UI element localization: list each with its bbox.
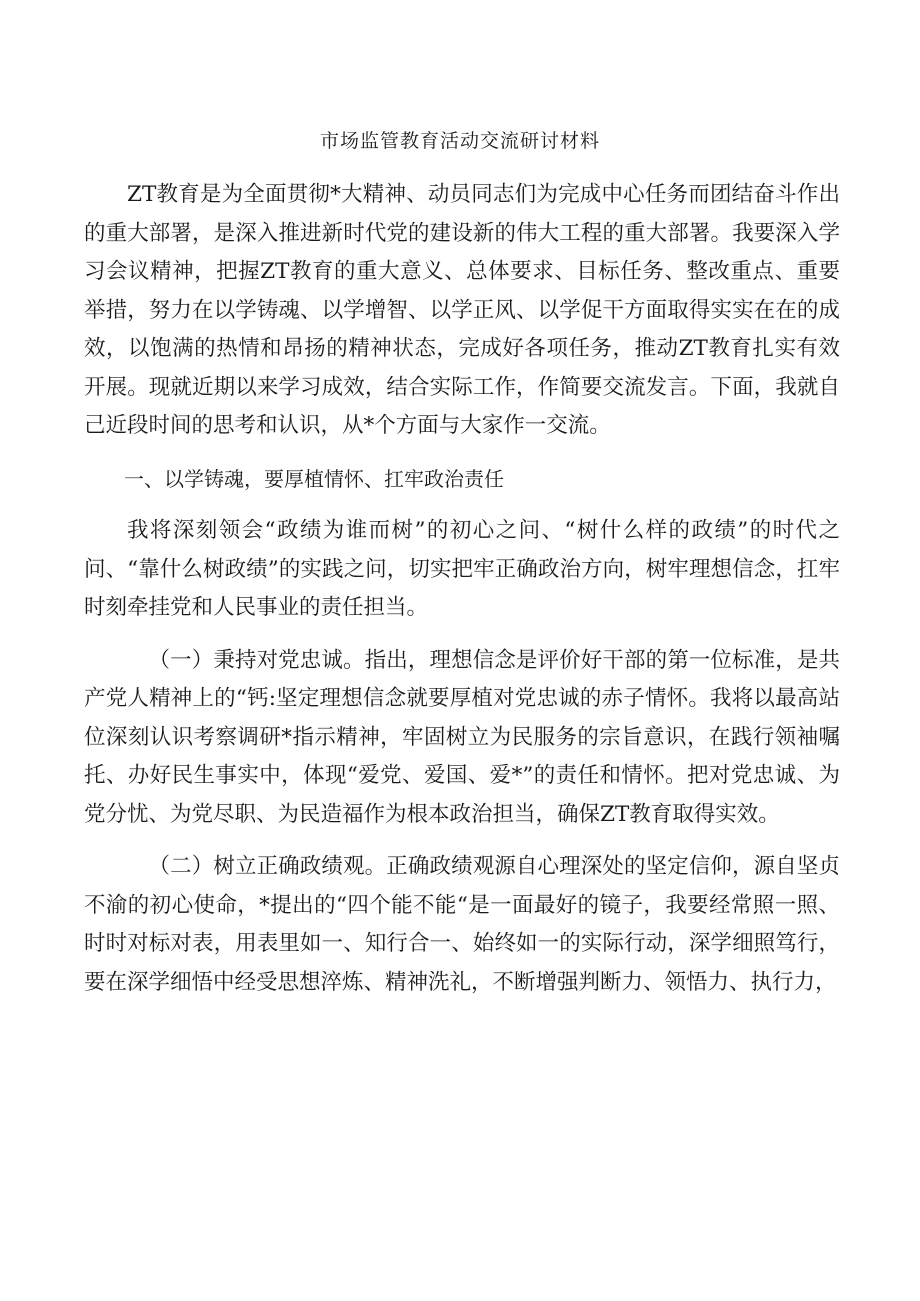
- paragraph-subsection-1: （一）秉持对党忠诚。指出，理想信念是评价好干部的第一位标准，是共产党人精神上的“钙:坚定理想信念就要厚植对党忠诚的赤子情怀。我将以最高站位深刻认识考察调研*指示精神，牢固树立为民服务的宗旨意识，在践行领袖嘱托、办好民生事实中，体现“爱党、爱国、爱*”的责任和情怀。把对党忠诚、为党分忧、为党尽职、为民造福作为根本政治担当，确保ZT教育取得实效。: [84, 647, 840, 827]
- paragraph-section-1: 我将深刻领会“政绩为谁而树”的初心之问、“树什么样的政绩”的时代之问、“靠什么树政绩”的实践之问，切实把牢正确政治方向，树牢理想信念，扛牢时刻牵挂党和人民事业的责任担当。: [84, 518, 840, 620]
- section-heading-1: 一、以学铸魂，要厚植情怀、扛牢政治责任: [124, 466, 504, 491]
- paragraph-subsection-2: （二）树立正确政绩观。正确政绩观源自心理深处的坚定信仰，源自坚贞不渝的初心使命，*提出的“四个能不能“是一面最好的镜子，我要经常照一照、时时对标对表，用表里如一、知行合一、始终如一的实际行动，深学细照笃行，要在深学细悟中经受思想淬炼、精神洗礼，不断增强判断力、领悟力、执行力，: [84, 854, 840, 995]
- document-title: 市场监管教育活动交流研讨材料: [319, 130, 600, 152]
- paragraph-intro: ZT教育是为全面贯彻*大精神、动员同志们为完成中心任务而团结奋斗作出的重大部署，是深入推进新时代党的建设新的伟大工程的重大部署。我要深入学习会议精神，把握ZT教育的重大意义、总体要求、目标任务、整改重点、重要举措，努力在以学铸魂、以学增智、以学正风、以学促干方面取得实实在在的成效，以饱满的热情和昂扬的精神状态，完成好各项任务，推动ZT教育扎实有效开展。现就近期以来学习成效，结合实际工作，作简要交流发言。下面，我就自己近段时间的思考和认识，从*个方面与大家作一交流。: [84, 182, 840, 438]
- document-body: [84, 176, 840, 1002]
